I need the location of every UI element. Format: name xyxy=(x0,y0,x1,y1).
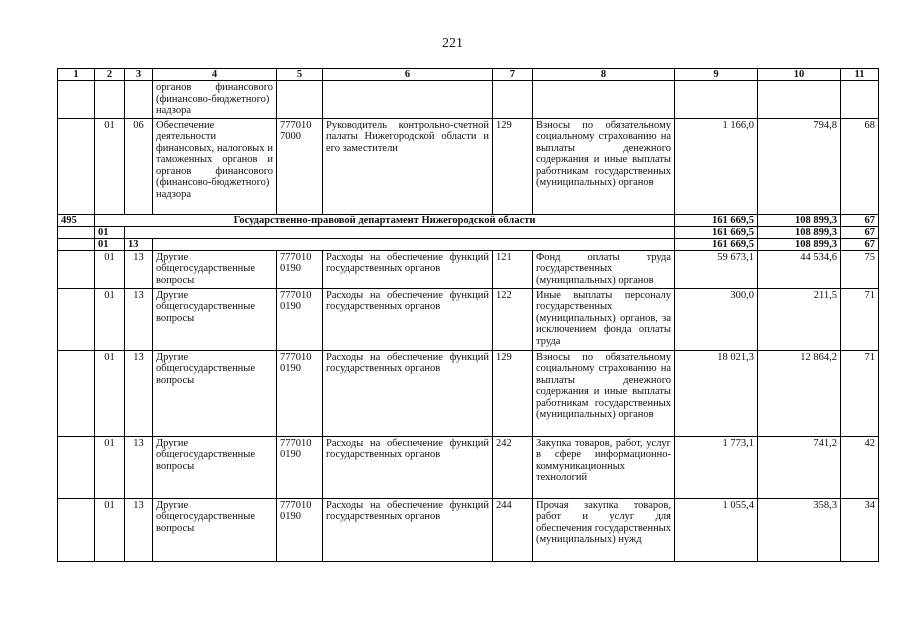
cell-plan: 1 773,1 xyxy=(675,436,758,498)
cell-expense-name: Взносы по обязательному социальному страхованию на выплаты денежного содержания и иные выплаты работникам государственных (муниципальных) органов xyxy=(533,350,675,436)
cell-chapter xyxy=(58,250,95,288)
cell-plan: 300,0 xyxy=(675,288,758,350)
cell-section-name: Другие общегосударственные вопросы xyxy=(153,498,277,561)
cell-section-name: Другие общегосударственные вопросы xyxy=(153,436,277,498)
cell-section-name: Другие общегосударственные вопросы xyxy=(153,288,277,350)
cell-section: 01 xyxy=(95,498,125,561)
page-number: 221 xyxy=(442,36,463,51)
cell-actual: 211,5 xyxy=(758,288,841,350)
cell-subsection xyxy=(125,81,153,119)
cell-chapter xyxy=(58,81,95,119)
subsection-total-row xyxy=(58,238,879,250)
budget-table xyxy=(57,68,879,562)
cell-section-name: органов финансового (финансово-бюджетного) надзора xyxy=(153,81,277,119)
cell-actual: 358,3 xyxy=(758,498,841,561)
header-cell: 6 xyxy=(323,69,493,81)
department-title: Государственно-правовой департамент Нижегородской области xyxy=(95,214,675,226)
cell-empty xyxy=(153,238,675,250)
header-cell: 11 xyxy=(841,69,879,81)
cell-target-name: Расходы на обеспечение функций государственных органов xyxy=(323,436,493,498)
cell-chapter xyxy=(58,118,95,214)
header-cell: 5 xyxy=(277,69,323,81)
cell-target-code: 777010 0190 xyxy=(277,288,323,350)
cell-plan: 59 673,1 xyxy=(675,250,758,288)
cell-subsection: 13 xyxy=(125,498,153,561)
cell-expense-name xyxy=(533,81,675,119)
cell-section xyxy=(95,81,125,119)
cell-actual: 108 899,3 xyxy=(758,238,841,250)
cell-subsection: 13 xyxy=(125,250,153,288)
cell-percent: 71 xyxy=(841,288,879,350)
cell-chapter xyxy=(58,436,95,498)
cell-plan: 161 669,5 xyxy=(675,214,758,226)
cell-section-name: Другие общегосударственные вопросы xyxy=(153,250,277,288)
cell-target-code: 777010 0190 xyxy=(277,350,323,436)
department-row xyxy=(58,214,879,226)
cell-section: 01 xyxy=(95,238,125,250)
cell-expense-code: 122 xyxy=(493,288,533,350)
cell-subsection: 13 xyxy=(125,238,153,250)
cell-chapter xyxy=(58,350,95,436)
cell-chapter xyxy=(58,498,95,561)
section-total-row xyxy=(58,226,879,238)
cell-percent: 34 xyxy=(841,498,879,561)
cell-section-name: Обеспечение деятельности финансовых, налоговых и таможенных органов и органов финансового (финансово-бюджетного) надзора xyxy=(153,118,277,214)
cell-expense-name: Иные выплаты персоналу государственных (муниципальных) органов, за исключением фонда оплаты труда xyxy=(533,288,675,350)
cell-percent: 68 xyxy=(841,118,879,214)
cell-expense-code: 242 xyxy=(493,436,533,498)
cell-chapter xyxy=(58,288,95,350)
cell-section: 01 xyxy=(95,350,125,436)
header-cell: 2 xyxy=(95,69,125,81)
cell-chapter: 495 xyxy=(58,214,95,226)
header-cell: 7 xyxy=(493,69,533,81)
cell-percent: 67 xyxy=(841,214,879,226)
header-cell: 9 xyxy=(675,69,758,81)
cell-section: 01 xyxy=(95,288,125,350)
cell-actual: 741,2 xyxy=(758,436,841,498)
cell-target-name xyxy=(323,81,493,119)
cell-plan: 1 166,0 xyxy=(675,118,758,214)
cell-percent: 75 xyxy=(841,250,879,288)
table-row xyxy=(58,250,879,288)
cell-expense-code: 121 xyxy=(493,250,533,288)
table-row xyxy=(58,118,879,214)
cell-expense-code: 129 xyxy=(493,118,533,214)
cell-expense-code: 129 xyxy=(493,350,533,436)
cell-target-code: 777010 7000 xyxy=(277,118,323,214)
cell-expense-name: Взносы по обязательному социальному страхованию на выплаты денежного содержания и иные выплаты работникам государственных (муниципальных) органов xyxy=(533,118,675,214)
cell-expense-name: Прочая закупка товаров, работ и услуг для обеспечения государственных (муниципальных) нужд xyxy=(533,498,675,561)
table-row xyxy=(58,498,879,561)
cell-subsection: 13 xyxy=(125,288,153,350)
table-row xyxy=(58,81,879,119)
cell-section: 01 xyxy=(95,436,125,498)
cell-section: 01 xyxy=(95,226,125,238)
cell-target-name: Расходы на обеспечение функций государственных органов xyxy=(323,250,493,288)
header-row xyxy=(58,69,879,81)
cell-target-code: 777010 0190 xyxy=(277,250,323,288)
cell-section: 01 xyxy=(95,250,125,288)
cell-plan: 18 021,3 xyxy=(675,350,758,436)
cell-plan: 1 055,4 xyxy=(675,498,758,561)
cell-target-name: Расходы на обеспечение функций государственных органов xyxy=(323,288,493,350)
cell-chapter xyxy=(58,238,95,250)
header-cell: 3 xyxy=(125,69,153,81)
table-row xyxy=(58,288,879,350)
cell-percent: 67 xyxy=(841,238,879,250)
table-row xyxy=(58,350,879,436)
header-cell: 8 xyxy=(533,69,675,81)
cell-target-code: 777010 0190 xyxy=(277,436,323,498)
cell-actual: 44 534,6 xyxy=(758,250,841,288)
cell-subsection: 06 xyxy=(125,118,153,214)
cell-actual: 108 899,3 xyxy=(758,214,841,226)
cell-target-name: Руководитель контрольно-счетной палаты Нижегородской области и его заместители xyxy=(323,118,493,214)
cell-section-name: Другие общегосударственные вопросы xyxy=(153,350,277,436)
header-cell: 1 xyxy=(58,69,95,81)
table-row xyxy=(58,436,879,498)
cell-actual: 12 864,2 xyxy=(758,350,841,436)
cell-percent xyxy=(841,81,879,119)
cell-plan: 161 669,5 xyxy=(675,226,758,238)
cell-actual xyxy=(758,81,841,119)
header-cell: 4 xyxy=(153,69,277,81)
cell-expense-name: Фонд оплаты труда государственных (муниципальных) органов xyxy=(533,250,675,288)
cell-target-name: Расходы на обеспечение функций государственных органов xyxy=(323,350,493,436)
cell-target-code: 777010 0190 xyxy=(277,498,323,561)
cell-plan xyxy=(675,81,758,119)
cell-expense-code: 244 xyxy=(493,498,533,561)
cell-expense-name: Закупка товаров, работ, услуг в сфере информационно-коммуникационных технологий xyxy=(533,436,675,498)
cell-empty xyxy=(125,226,675,238)
header-cell: 10 xyxy=(758,69,841,81)
cell-target-name: Расходы на обеспечение функций государственных органов xyxy=(323,498,493,561)
cell-chapter xyxy=(58,226,95,238)
cell-plan: 161 669,5 xyxy=(675,238,758,250)
cell-expense-code xyxy=(493,81,533,119)
cell-percent: 71 xyxy=(841,350,879,436)
cell-percent: 42 xyxy=(841,436,879,498)
cell-actual: 108 899,3 xyxy=(758,226,841,238)
cell-percent: 67 xyxy=(841,226,879,238)
cell-subsection: 13 xyxy=(125,436,153,498)
cell-section: 01 xyxy=(95,118,125,214)
cell-target-code xyxy=(277,81,323,119)
cell-subsection: 13 xyxy=(125,350,153,436)
cell-actual: 794,8 xyxy=(758,118,841,214)
